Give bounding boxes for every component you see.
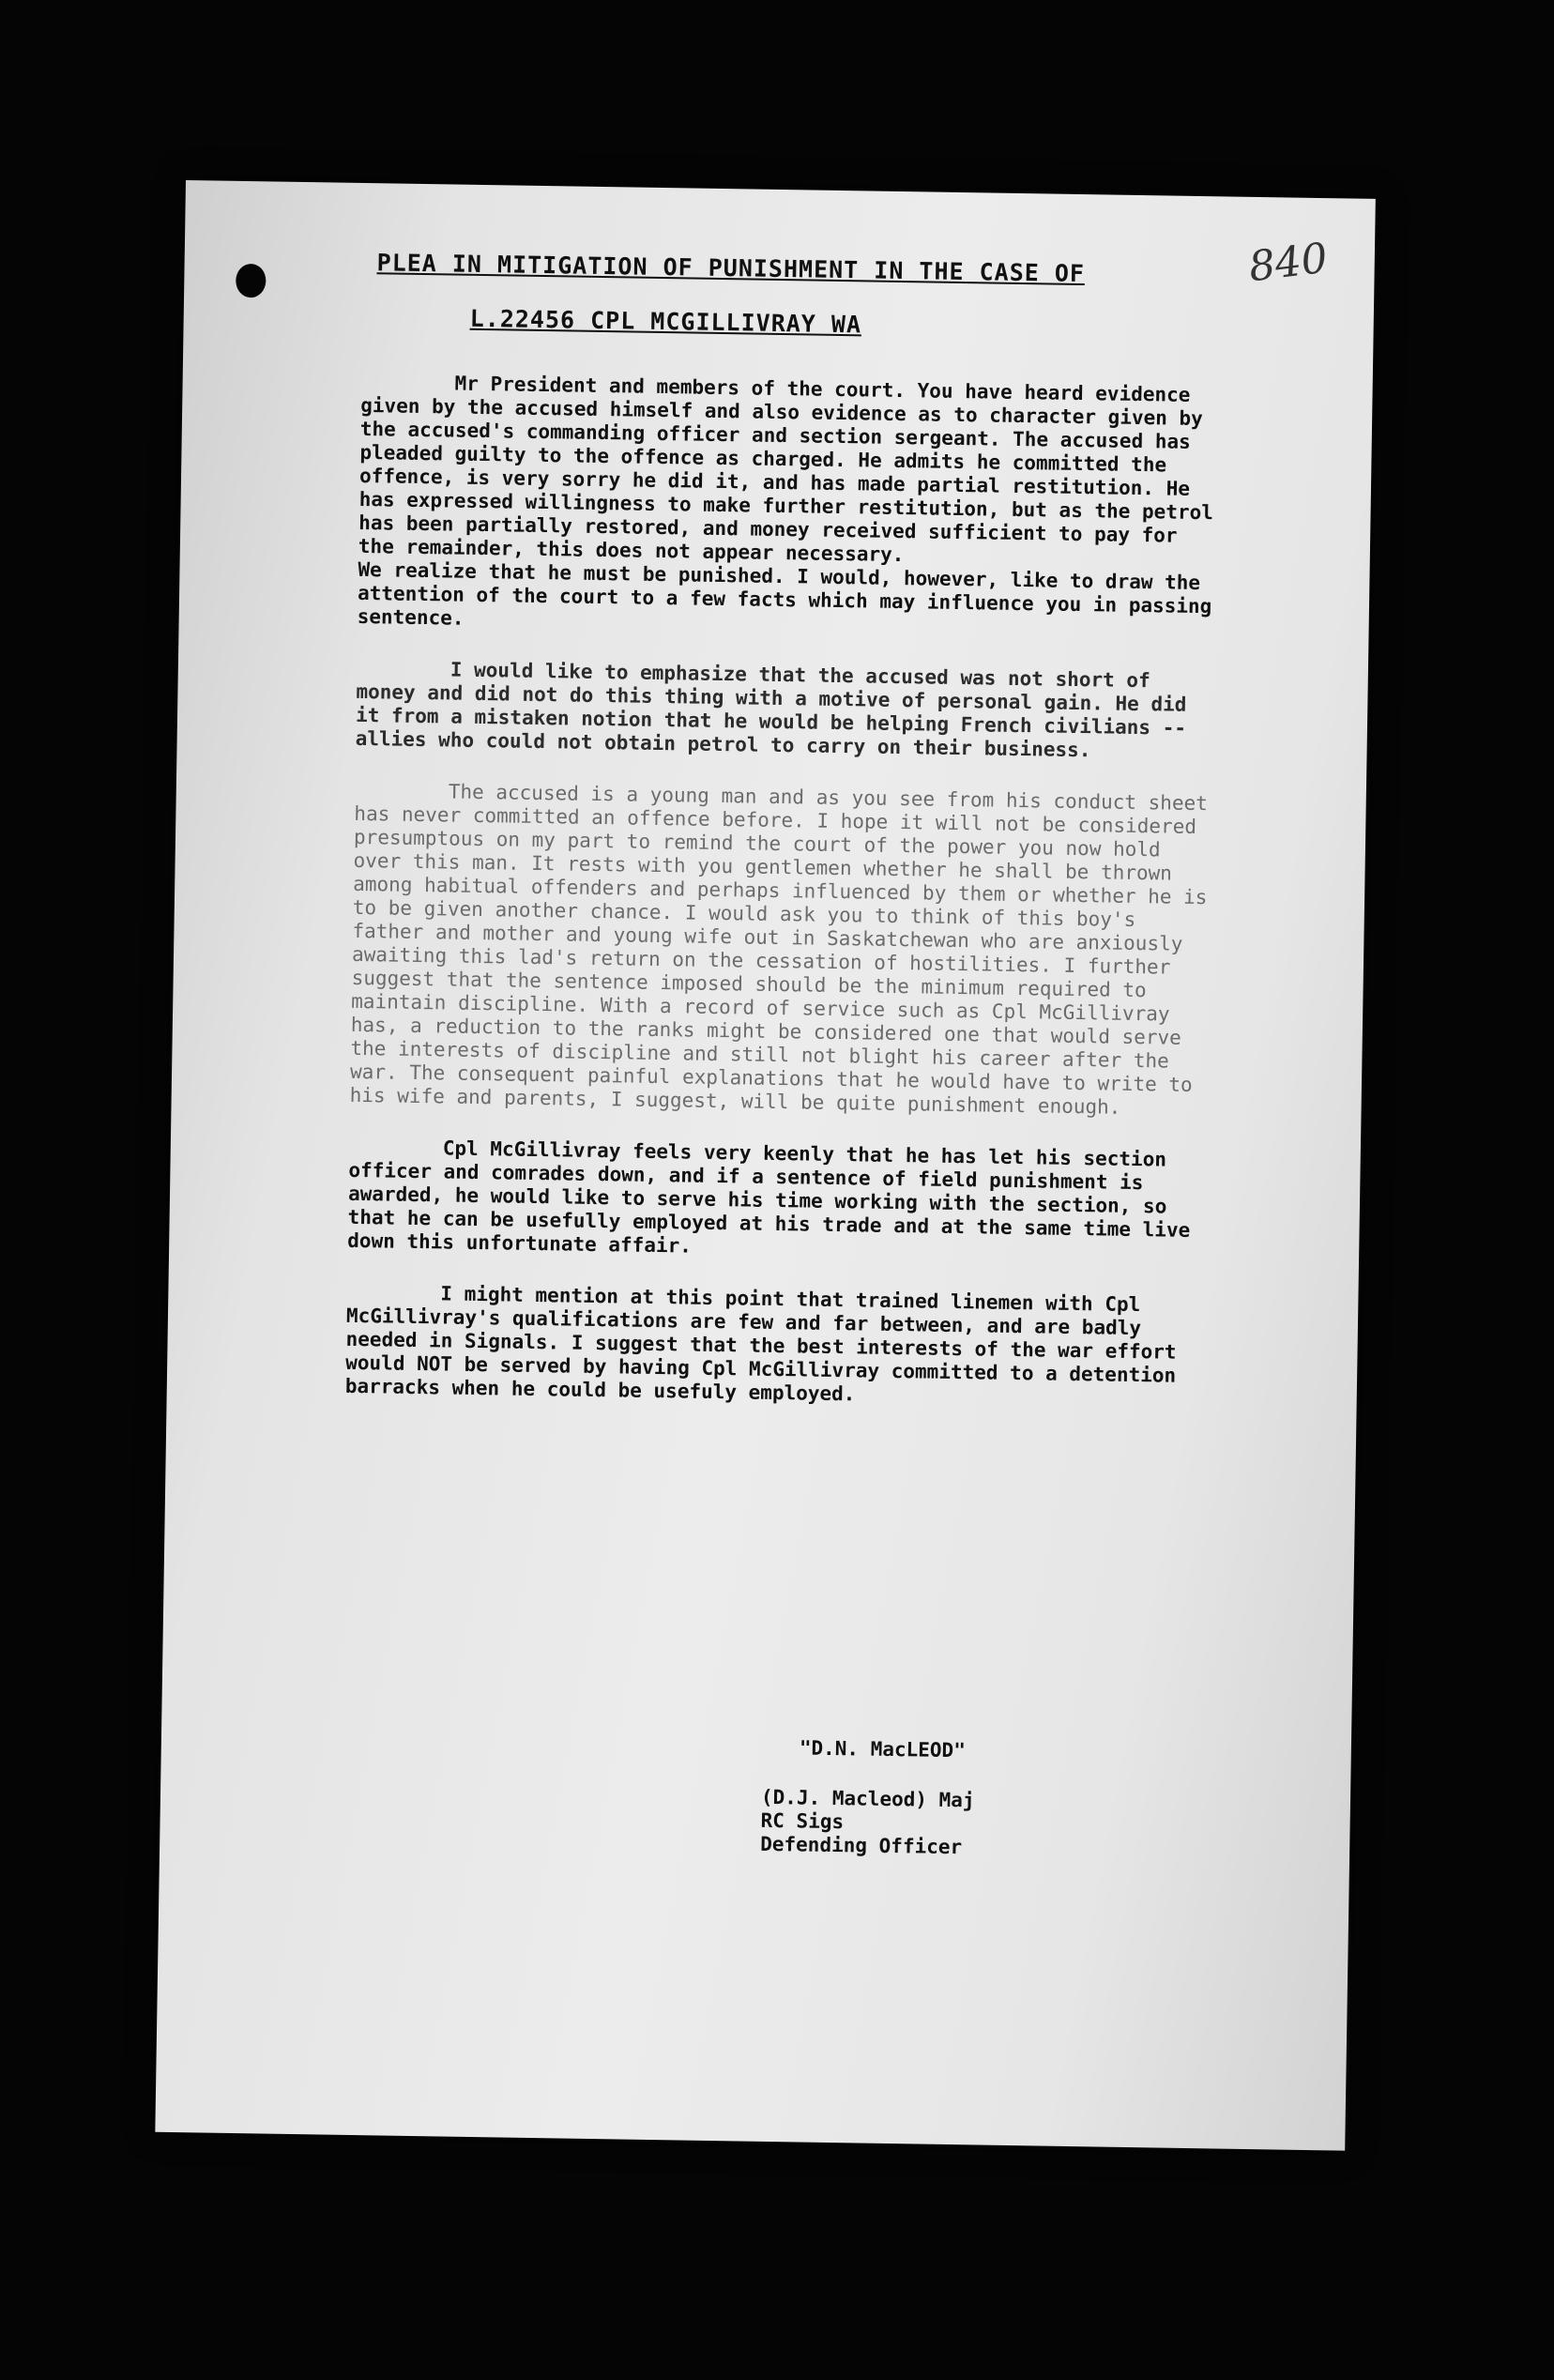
signature-name: "D.N. MacLEOD": [799, 1736, 967, 1762]
document-body: [344, 371, 1225, 1440]
paragraph-signals: I might mention at this point that trained linemen with Cpl McGillivray's qualifications are few and far between, and are badly needed in Signals. I suggest that the best interests of the war effort would NOT be served by having Cpl McGillivray committed to a detention barracks when he could be usefuly employed.: [344, 1282, 1177, 1406]
signature-block: [760, 1736, 976, 1860]
paragraph-opening: Mr President and members of the court. You have heard evidence given by the accused himself and also evidence as to character given by the accused's commanding officer and section sergeant. The accused has pleaded guilty to the offence as charged. He admits he committed the offence, is very sorry he did it, and has made partial restitution. He has expressed willingness to make further restitution, but as the petrol has been partially restored, and money received sufficient to pay for the remainder, this does not appear necessary. We realize that he must be punished. I would, however, like to draw the attention of the court to a few facts which may influence you in passing sentence.: [357, 372, 1214, 630]
document-subheading: L.22456 CPL MCGILLIVRAY WA: [469, 304, 862, 339]
signature-name-line: (D.J. Macleod) Maj: [760, 1785, 975, 1812]
punch-hole: [236, 264, 267, 298]
folio-number: 840: [1245, 234, 1331, 292]
document-page: [155, 180, 1376, 2151]
document-heading: PLEA IN MITIGATION OF PUNISHMENT IN THE CASE OF: [376, 249, 1086, 288]
signature-role: Defending Officer: [760, 1832, 963, 1859]
paragraph-request: Cpl McGillivray feels very keenly that he has let his section officer and comrades down, and if a sentence of field punishment is awarded, he would like to serve his time working with the section, so that he can be usefully employed at his trade and at the same time live down this unfortunate affair.: [347, 1137, 1191, 1258]
signature-unit: RC Sigs: [760, 1808, 845, 1834]
paragraph-motive: I would like to emphasize that the accused was not short of money and did not do this thing with a motive of personal gain. He did it from a mistaken notion that he would be helping French civilians -- allies who could not obtain petrol to carry on their business.: [355, 658, 1187, 762]
paragraph-character: The accused is a young man and as you see from his conduct sheet has never committed an offence before. I hope it will not be considered presumptous on my part to remind the court of the power you now hold over this man. It rests with you gentlemen whether he shall be thrown among habitual offenders and perhaps influenced by them or whether he is to be given another chance. I would ask you to think of this boy's father and mother and young wife out in Saskatchewan who are anxiously awaiting this lad's return on the cessation of hostilities. I further suggest that the sentence imposed should be the minimum required to maintain discipline. With a record of service such as Cpl McGillivray has, a reduction to the ranks might be considered one that would serve the interests of discipline and still not blight his career after the war. The consequent painful explanations that he would have to write to his wife and parents, I suggest, will be quite punishment enough.: [349, 780, 1209, 1119]
